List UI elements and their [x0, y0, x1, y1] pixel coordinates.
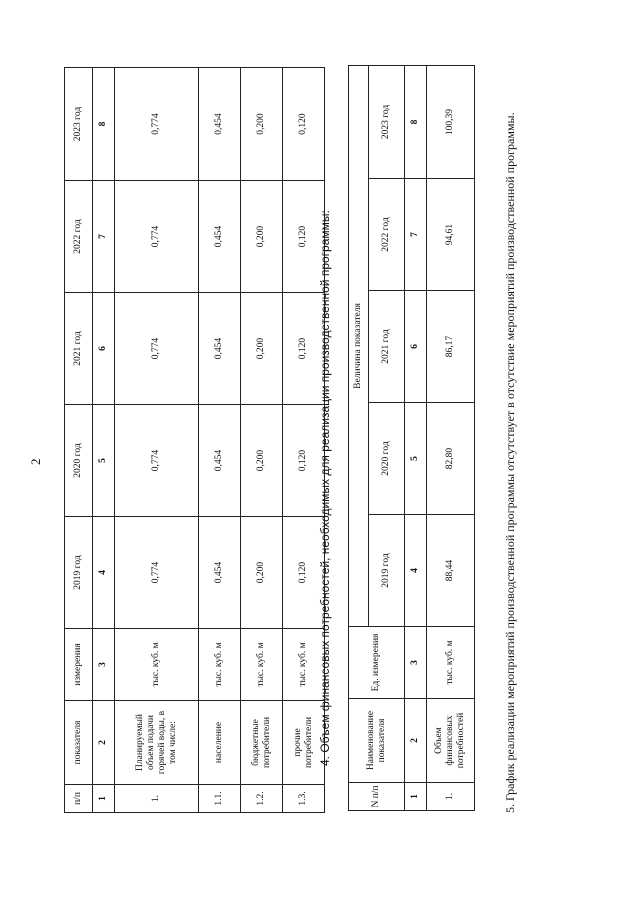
section-5-text: 5. График реализации мероприятий производственной программы отсутствует в отсутствие мероприятий производственной программы.	[503, 112, 517, 813]
row-value: 0,774	[115, 405, 199, 517]
column-number: 1	[405, 783, 427, 811]
section-4-title: 4. Объем финансовых потребностей, необходимых для реализации производственной программы:	[318, 210, 332, 766]
row-value: 0,200	[241, 405, 283, 517]
row-value: 0,774	[115, 517, 199, 629]
column-number-row	[405, 65, 427, 810]
column-number: 6	[405, 291, 427, 403]
header-cell: 2020 год	[65, 405, 93, 517]
row-number: 1.2.	[241, 785, 283, 813]
row-name: население	[199, 701, 241, 785]
row-value: 0,120	[283, 405, 325, 517]
table-header-row	[65, 68, 93, 813]
row-value: 0,200	[241, 68, 283, 181]
header-cell: показателя	[65, 701, 93, 785]
header-cell-unit: Ед. измерения	[349, 627, 405, 699]
row-number: 1.	[115, 785, 199, 813]
row-value: 100,39	[427, 65, 475, 178]
column-number: 7	[405, 179, 427, 291]
header-cell-name: Наименование показателя	[349, 699, 405, 783]
row-value: 0,120	[283, 293, 325, 405]
row-number: 1.3.	[283, 785, 325, 813]
page-number: 2	[28, 458, 43, 465]
header-cell: 2021 год	[65, 293, 93, 405]
row-unit: тыс. куб. м	[199, 629, 241, 701]
column-number: 2	[93, 701, 115, 785]
row-value: 86,17	[427, 291, 475, 403]
header-cell-n: N п/п	[349, 783, 405, 811]
row-value: 0,454	[199, 517, 241, 629]
row-value: 82,80	[427, 403, 475, 515]
header-cell: 2022 год	[65, 181, 93, 293]
year-header: 2022 год	[369, 179, 405, 291]
header-cell: 2023 год	[65, 68, 93, 181]
year-header: 2021 год	[369, 291, 405, 403]
row-value: 0,774	[115, 293, 199, 405]
column-number: 5	[93, 405, 115, 517]
row-value: 0,120	[283, 181, 325, 293]
year-header: 2023 год	[369, 65, 405, 178]
row-number: 1.	[427, 783, 475, 811]
row-unit: тыс. куб. м	[115, 629, 199, 701]
row-unit: тыс. куб. м	[427, 627, 475, 699]
row-value: 0,454	[199, 293, 241, 405]
row-name: Планируемый объем подачи горячей воды, в том числе:	[115, 701, 199, 785]
column-number: 4	[405, 515, 427, 627]
table-row	[115, 68, 199, 813]
row-value: 0,454	[199, 181, 241, 293]
row-unit: тыс. куб. м	[283, 629, 325, 701]
column-number: 2	[405, 699, 427, 783]
water-supply-volume-table	[64, 67, 325, 813]
column-number: 8	[405, 65, 427, 178]
row-value: 0,454	[199, 405, 241, 517]
year-header: 2019 год	[369, 515, 405, 627]
header-group-cell: Величина показателя	[349, 65, 369, 626]
row-value: 0,120	[283, 68, 325, 181]
row-value: 94,61	[427, 179, 475, 291]
row-value: 0,774	[115, 181, 199, 293]
row-value: 0,120	[283, 517, 325, 629]
table-group-header-row	[349, 65, 369, 810]
row-value: 0,454	[199, 68, 241, 181]
table-row	[199, 68, 241, 813]
header-cell: п/п	[65, 785, 93, 813]
row-value: 0,200	[241, 293, 283, 405]
row-value: 0,774	[115, 68, 199, 181]
row-value: 0,200	[241, 517, 283, 629]
column-number: 7	[93, 181, 115, 293]
column-number: 3	[93, 629, 115, 701]
table-row	[241, 68, 283, 813]
column-number-row	[93, 68, 115, 813]
row-name: прочие потребители	[283, 701, 325, 785]
column-number: 3	[405, 627, 427, 699]
row-name: бюджетные потребители	[241, 701, 283, 785]
row-number: 1.1.	[199, 785, 241, 813]
row-name: Объем финансовых потребностей	[427, 699, 475, 783]
column-number: 4	[93, 517, 115, 629]
column-number: 5	[405, 403, 427, 515]
row-unit: тыс. куб. м	[241, 629, 283, 701]
year-header: 2020 год	[369, 403, 405, 515]
table-row	[427, 65, 475, 810]
column-number: 8	[93, 68, 115, 181]
financial-needs-table	[348, 65, 475, 811]
header-cell: измерения	[65, 629, 93, 701]
header-cell: 2019 год	[65, 517, 93, 629]
row-value: 88,44	[427, 515, 475, 627]
column-number: 6	[93, 293, 115, 405]
column-number: 1	[93, 785, 115, 813]
row-value: 0,200	[241, 181, 283, 293]
